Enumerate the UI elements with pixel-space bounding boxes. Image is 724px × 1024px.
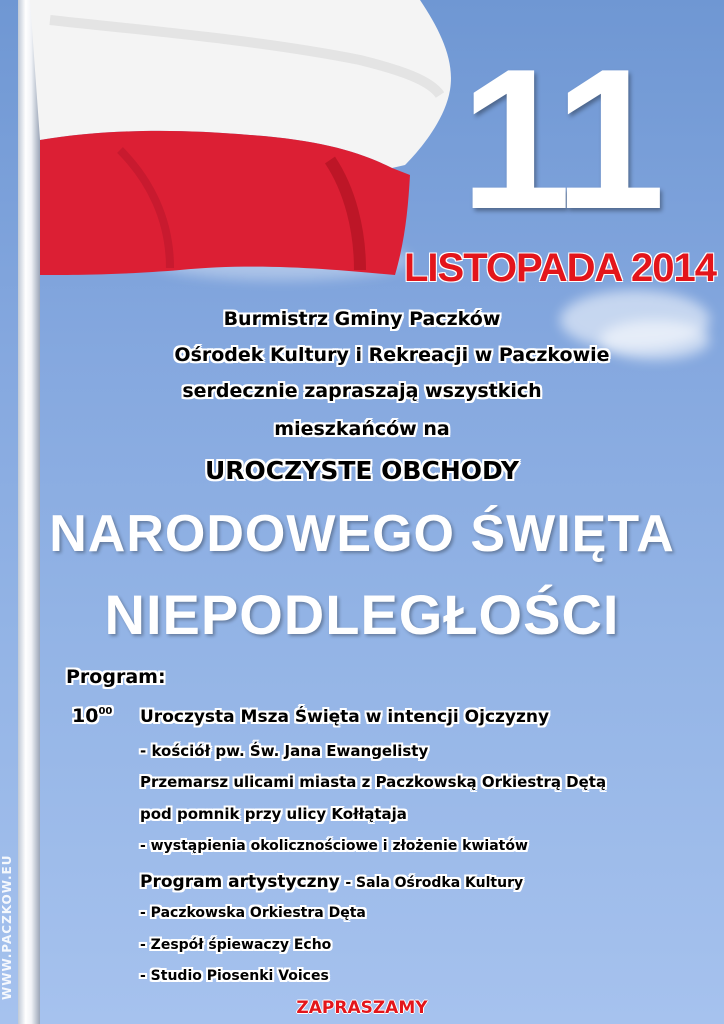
invite-line: Burmistrz Gminy Paczków xyxy=(223,308,501,330)
program-speeches: - wystąpienia okolicznościowe i złożenie kwiatów xyxy=(140,838,528,854)
artistic-program xyxy=(140,872,523,892)
polish-flag-image xyxy=(0,0,460,290)
program-march: Przemarsz ulicami miasta z Paczkowską Orkiestrą Dętą xyxy=(140,773,607,791)
program-march-destination: pod pomnik przy ulicy Kołłątaja xyxy=(140,805,407,823)
artistic-item: - Studio Piosenki Voices xyxy=(140,968,329,984)
program-time xyxy=(72,705,112,727)
artistic-item: - Zespół śpiewaczy Echo xyxy=(140,937,332,953)
artistic-program-label: Program artystyczny xyxy=(140,872,340,892)
program-time-hour: 10 xyxy=(72,705,99,727)
invite-line: mieszkańców na xyxy=(274,418,450,440)
event-subtitle: UROCZYSTE OBCHODY xyxy=(204,456,520,485)
program-church: - kościół pw. Św. Jana Ewangelisty xyxy=(140,742,429,760)
invite-line: serdecznie zapraszają wszystkich xyxy=(182,380,542,402)
program-time-min: 00 xyxy=(98,706,113,717)
website-watermark: WWW.PACZKOW.EU xyxy=(0,854,14,1000)
invite-line: Ośrodek Kultury i Rekreacji w Paczkowie xyxy=(174,344,610,366)
date-month-year: LISTOPADA 2014 xyxy=(404,246,717,290)
footer-invitation: ZAPRASZAMY xyxy=(296,998,428,1018)
day-number: 11 xyxy=(460,28,660,251)
program-label: Program: xyxy=(66,666,166,688)
artistic-program-place: - Sala Ośrodka Kultury xyxy=(345,875,524,891)
event-title-line-1: NARODOWEGO ŚWIĘTA xyxy=(49,505,675,563)
program-mass: Uroczysta Msza Święta w intencji Ojczyzny xyxy=(140,707,550,727)
artistic-item: - Paczkowska Orkiestra Dęta xyxy=(140,905,366,921)
event-title-line-2: NIEPODLEGŁOŚCI xyxy=(104,583,620,646)
